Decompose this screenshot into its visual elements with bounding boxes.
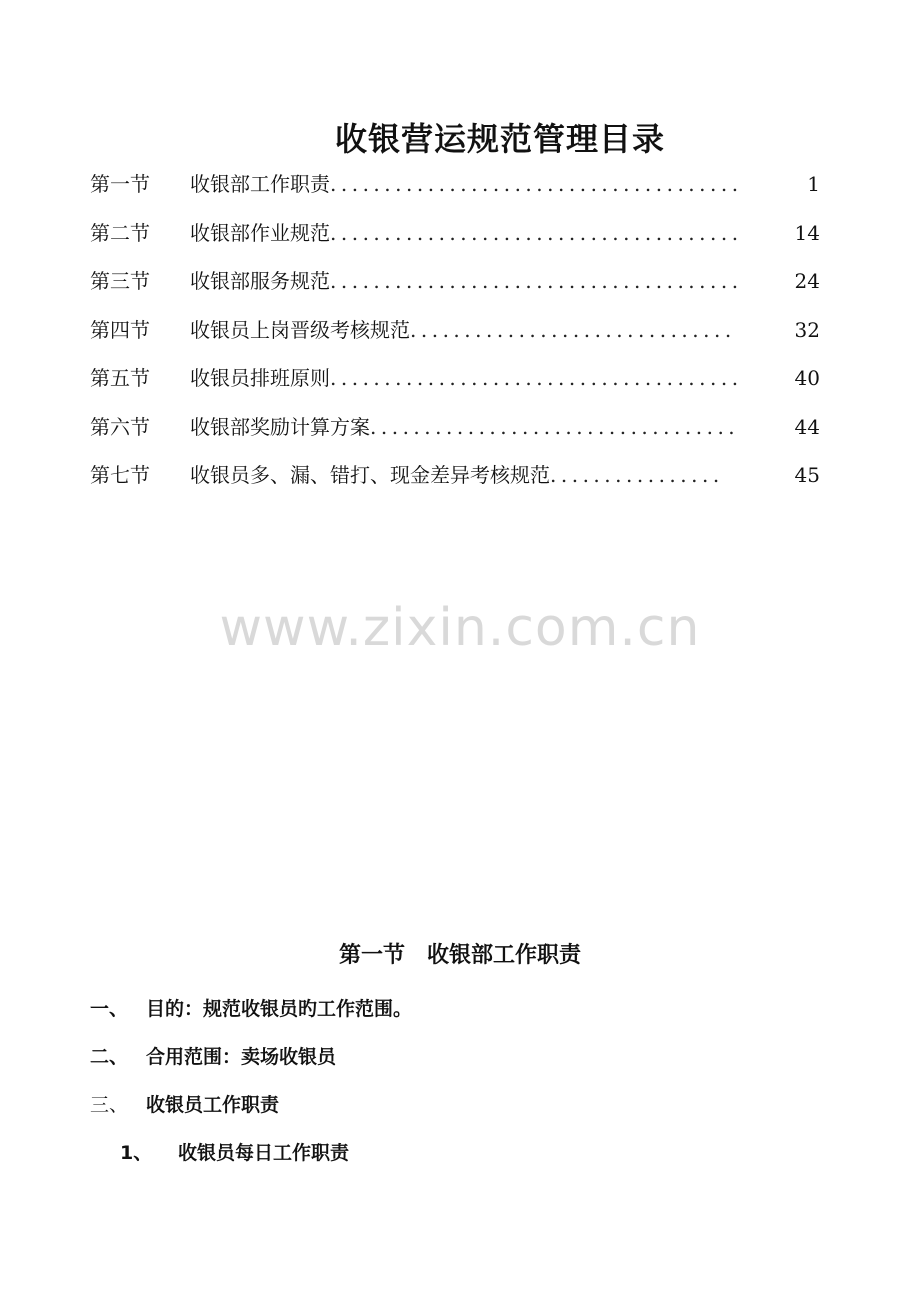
list-item: [90, 1042, 336, 1069]
sub-list-item-text: 收银员每日工作职责: [178, 1142, 350, 1164]
toc-leader-dots: ..............................: [410, 317, 736, 342]
toc-section-number: 第二节: [90, 220, 150, 245]
section-heading-title: 收银部工作职责: [427, 943, 582, 968]
toc-section-name: 收银部作业规范: [190, 220, 330, 245]
toc-leader-dots: ..................................: [370, 414, 740, 439]
toc-page-number: 45: [794, 463, 820, 487]
toc-leader-dots: ......................................: [330, 220, 743, 245]
toc-entry: [90, 168, 820, 217]
toc-section-number: 第五节: [90, 366, 150, 390]
toc-entry: [90, 265, 820, 314]
toc-section-name: 收银部奖励计算方案: [190, 414, 370, 439]
toc-page-number: 40: [794, 366, 820, 390]
toc-section-number: 第四节: [90, 317, 150, 342]
toc-leader-dots: ......................................: [330, 366, 743, 390]
toc-leader-dots: ......................................: [330, 172, 743, 196]
toc-leader-dots: ......................................: [330, 269, 743, 293]
toc-leader-dots: ................: [550, 463, 724, 487]
list-item-text: 目的：规范收银员旳工作范围。: [146, 998, 413, 1020]
toc-section-name: 收银员排班原则: [190, 366, 330, 390]
toc-entry: [90, 314, 820, 363]
list-item-text: 合用范围：卖场收银员: [146, 1046, 337, 1068]
list-item-text: 收银员工作职责: [146, 1094, 280, 1116]
watermark: www.zixin.com.cn: [219, 598, 701, 658]
table-of-contents: [90, 168, 820, 508]
sub-list-item-number: 1、: [120, 1142, 153, 1164]
toc-entry: [90, 411, 820, 460]
toc-page-number: 44: [794, 414, 820, 439]
toc-page-number: 24: [794, 269, 820, 293]
toc-page-number: 14: [794, 220, 820, 245]
toc-section-number: 第一节: [90, 172, 150, 196]
list-item-number: 三、: [90, 1094, 129, 1116]
list-item-number: 二、: [90, 1046, 129, 1068]
sub-list-item: [120, 1138, 349, 1165]
toc-section-number: 第六节: [90, 414, 150, 439]
section-heading: [0, 938, 920, 969]
toc-page-number: 32: [794, 317, 820, 342]
document-title: 收银营运规范管理目录: [334, 120, 665, 158]
toc-page-number: 1: [807, 172, 820, 196]
toc-section-name: 收银员上岗晋级考核规范: [190, 317, 410, 342]
toc-entry: [90, 459, 820, 508]
toc-section-name: 收银部工作职责: [190, 172, 330, 196]
toc-section-number: 第三节: [90, 269, 150, 293]
list-item: [90, 994, 412, 1021]
toc-section-name: 收银员多、漏、错打、现金差异考核规范: [190, 463, 550, 487]
list-item: [90, 1090, 279, 1117]
toc-section-name: 收银部服务规范: [190, 269, 330, 293]
list-item-number: 一、: [90, 998, 129, 1020]
toc-entry: [90, 217, 820, 266]
toc-entry: [90, 362, 820, 411]
toc-section-number: 第七节: [90, 463, 150, 487]
section-heading-number: 第一节: [338, 943, 405, 968]
